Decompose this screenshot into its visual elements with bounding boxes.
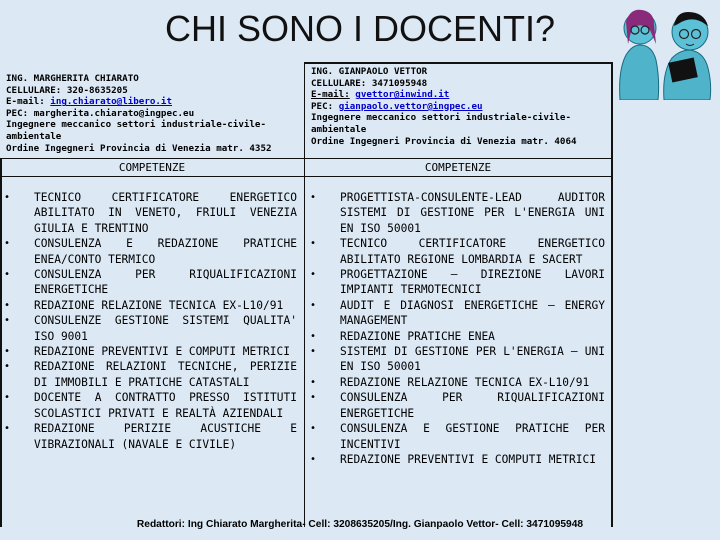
right-role: Ingegnere meccanico settori industriale-civile-ambientale [311,112,571,135]
bullet-icon: • [310,330,317,342]
page-title: CHI SONO I DOCENTI? [164,8,556,49]
bullet-icon: • [4,315,11,327]
right-order: Ordine Ingegneri Provincia di Venezia matr. 4064 [311,135,577,147]
right-pec: PEC: gianpaolo.vettor@ingpec.eu [311,100,483,112]
frame-line [0,176,612,177]
right-competenze-heading: COMPETENZE [424,161,492,174]
list-item-text: REDAZIONE RELAZIONE TECNICA EX-L10/91 [34,298,284,312]
left-email-link[interactable]: ing.chiarato@libero.it [50,96,172,108]
right-name: ING. GIANPAOLO VETTOR [311,66,428,77]
left-competenze-list [4,190,297,452]
list-item [310,298,605,329]
list-item-text: REDAZIONE PREVENTIVI E COMPUTI METRICI [340,452,596,466]
list-item [310,375,605,390]
list-item-text: REDAZIONE RELAZIONI TECNICHE, PERIZIE DI IMMOBILI E PRATICHE CATASTALI [34,360,297,389]
list-item [310,421,605,452]
list-item [4,236,297,267]
bullet-icon: • [310,453,317,465]
list-item [4,267,297,298]
bullet-icon: • [4,361,11,373]
list-item-text: CONSULENZA E REDAZIONE PRATICHE ENEA/CONTO TERMICO [34,237,297,266]
right-contact-block [311,66,611,147]
right-email: E-mail: gvettor@inwind.it [311,89,450,101]
left-email: E-mail: ing.chiarato@libero.it [6,96,172,108]
list-item [4,190,297,236]
list-item [310,344,605,375]
list-item [310,267,605,298]
list-item [310,329,605,344]
left-pec: PEC: margherita.chiarato@ingpec.eu [6,107,195,119]
bullet-icon: • [310,392,317,404]
right-competenze-list [310,190,605,467]
list-item-text: DOCENTE A CONTRATTO PRESSO ISTITUTI SCOLASTICI PRIVATI E REALTÀ AZIENDALI [34,391,297,420]
list-item [310,390,605,421]
list-item-text: SISTEMI DI GESTIONE PER L'ENERGIA – UNI EN ISO 50001 [340,345,605,374]
frame-line [0,158,612,159]
bullet-icon: • [310,346,317,358]
teachers-illustration-icon [612,0,720,100]
left-phone: CELLULARE: 320-8635205 [6,84,128,96]
list-item [310,236,605,267]
bullet-icon: • [310,423,317,435]
right-phone: CELLULARE: 3471095948 [311,77,428,89]
frame-line [611,62,613,527]
list-item-text: REDAZIONE PREVENTIVI E COMPUTI METRICI [34,345,290,359]
list-item [4,298,297,313]
bullet-icon: • [310,192,317,203]
list-item-text: CONSULENZA PER RIQUALIFICAZIONI ENERGETICHE [340,391,605,420]
bullet-icon: • [4,238,11,250]
list-item-text: TECNICO CERTIFICATORE ENERGETICO ABILITATO IN VENETO, FRIULI VENEZIA GIULIA E TRENTINO [34,191,297,235]
left-competenze-heading: COMPETENZE [118,161,186,174]
right-email-link[interactable]: gvettor@inwind.it [355,89,450,101]
list-item-text: PROGETTAZIONE – DIREZIONE LAVORI IMPIANTI TERMOTECNICI [340,268,605,297]
list-item-text: PROGETTISTA-CONSULENTE-LEAD AUDITOR SISTEMI DI GESTIONE PER L'ENERGIA UNI EN ISO 50001 [340,191,605,235]
left-name: ING. MARGHERITA CHIARATO [6,73,139,84]
bullet-icon: • [4,392,11,404]
bullet-icon: • [310,376,317,388]
list-item [4,421,297,452]
list-item-text: REDAZIONE RELAZIONE TECNICA EX-L10/91 [340,375,590,389]
list-item-text: CONSULENZA E GESTIONE PRATICHE PER INCENTIVI [340,422,605,451]
list-item-text: REDAZIONE PRATICHE ENEA [340,329,495,343]
bullet-icon: • [4,423,11,435]
left-role: Ingegnere meccanico settori industriale-civile-ambientale [6,119,266,142]
bullet-icon: • [310,299,317,311]
bullet-icon: • [4,269,11,281]
bullet-icon: • [310,238,317,250]
list-item-text: CONSULENZA PER RIQUALIFICAZIONI ENERGETICHE [34,268,297,297]
bullet-icon: • [310,269,317,281]
list-item-text: TECNICO CERTIFICATORE ENERGETICO ABILITATO REGIONE LOMBARDIA E SACERT [340,237,605,266]
left-contact-block [6,73,306,154]
list-item [4,359,297,390]
list-item [4,344,297,359]
frame-line [0,158,2,527]
list-item-text: REDAZIONE PERIZIE ACUSTICHE E VIBRAZIONALI (NAVALE E CIVILE) [34,422,297,451]
left-order: Ordine Ingegneri Provincia di Venezia matr. 4352 [6,142,272,154]
bullet-icon: • [4,346,11,358]
column-divider [304,62,305,527]
right-pec-link[interactable]: gianpaolo.vettor@ingpec.eu [338,100,483,112]
bullet-icon: • [4,299,11,311]
list-item [4,313,297,344]
list-item-text: CONSULENZE GESTIONE SISTEMI QUALITA' ISO 9001 [34,314,297,343]
list-item-text: AUDIT E DIAGNOSI ENERGETICHE – ENERGY MANAGEMENT [340,298,605,328]
footer-credits: Redattori: Ing Chiarato Margherita- Cell: 3208635205/Ing. Gianpaolo Vettor- Cell: 3471095948 [136,519,584,530]
bullet-icon: • [4,192,11,203]
frame-line [305,62,612,64]
list-item [310,452,605,467]
list-item [310,190,605,236]
list-item [4,390,297,421]
